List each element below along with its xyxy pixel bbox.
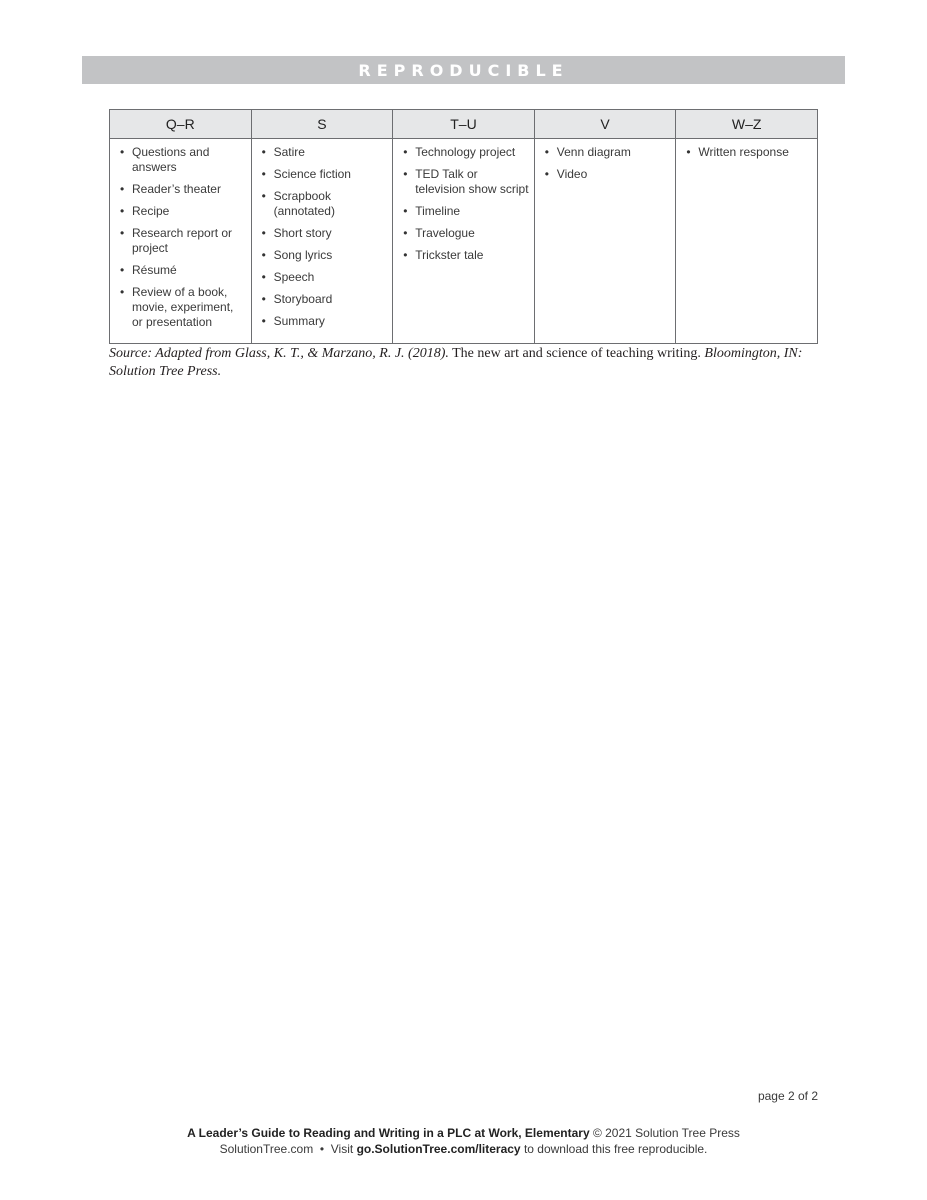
table-cell	[676, 139, 818, 344]
list-item: • Speech	[260, 270, 389, 285]
list-item: • Recipe	[118, 204, 247, 219]
format-list	[401, 145, 530, 263]
list-item: • Questions and answers	[118, 145, 247, 175]
list-item: • Song lyrics	[260, 248, 389, 263]
column-header: W–Z	[676, 110, 818, 139]
format-list	[684, 145, 813, 160]
citation-prefix: Source: Adapted from Glass, K. T., & Marzano, R. J. (2018).	[109, 346, 449, 361]
visit-text: Visit	[330, 1142, 357, 1156]
list-item: • Résumé	[118, 263, 247, 278]
download-url-link[interactable]: go.SolutionTree.com/literacy	[356, 1142, 521, 1156]
table-cell	[534, 139, 676, 344]
list-item: • Storyboard	[260, 292, 389, 307]
footer-line-2	[0, 1141, 927, 1157]
table-cell	[251, 139, 393, 344]
table-cell	[393, 139, 535, 344]
formats-table	[109, 109, 818, 344]
column-header: T–U	[393, 110, 535, 139]
format-list	[543, 145, 672, 182]
page-footer	[0, 1125, 927, 1157]
list-item: • Satire	[260, 145, 389, 160]
site-link[interactable]: SolutionTree.com	[219, 1142, 314, 1156]
list-item: • Travelogue	[401, 226, 530, 241]
book-title: A Leader’s Guide to Reading and Writing in a PLC at Work, Elementary	[187, 1126, 590, 1140]
table-cell	[110, 139, 252, 344]
download-text: to download this free reproducible.	[520, 1142, 708, 1156]
format-list	[260, 145, 389, 329]
page-number: page 2 of 2	[757, 1089, 818, 1103]
list-item: • Summary	[260, 314, 389, 329]
list-item: • Research report or project	[118, 226, 247, 256]
banner-label: REPRODUCIBLE	[358, 60, 569, 80]
list-item: • Scrapbook (annotated)	[260, 189, 389, 219]
list-item: • Venn diagram	[543, 145, 672, 160]
table-row	[110, 139, 818, 344]
list-item: • Trickster tale	[401, 248, 530, 263]
reproducible-banner	[82, 56, 845, 84]
copyright-text: © 2021 Solution Tree Press	[589, 1126, 740, 1140]
table-header-row	[110, 110, 818, 139]
list-item: • Technology project	[401, 145, 530, 160]
source-citation	[109, 345, 821, 381]
column-header: S	[251, 110, 393, 139]
list-item: • Timeline	[401, 204, 530, 219]
list-item: • TED Talk or television show script	[401, 167, 530, 197]
list-item: • Reader’s theater	[118, 182, 247, 197]
list-item: • Written response	[684, 145, 813, 160]
citation-publisher: Bloomington, IN: Solution Tree Press.	[109, 346, 803, 379]
citation-title: The new art and science of teaching writing.	[448, 346, 705, 361]
format-list	[118, 145, 247, 330]
list-item: • Review of a book, movie, experiment, or presentation	[118, 285, 247, 330]
list-item: • Science fiction	[260, 167, 389, 182]
separator-bullet: •	[313, 1142, 331, 1156]
column-header: V	[534, 110, 676, 139]
list-item: • Video	[543, 167, 672, 182]
column-header: Q–R	[110, 110, 252, 139]
list-item: • Short story	[260, 226, 389, 241]
footer-line-1	[0, 1125, 927, 1141]
